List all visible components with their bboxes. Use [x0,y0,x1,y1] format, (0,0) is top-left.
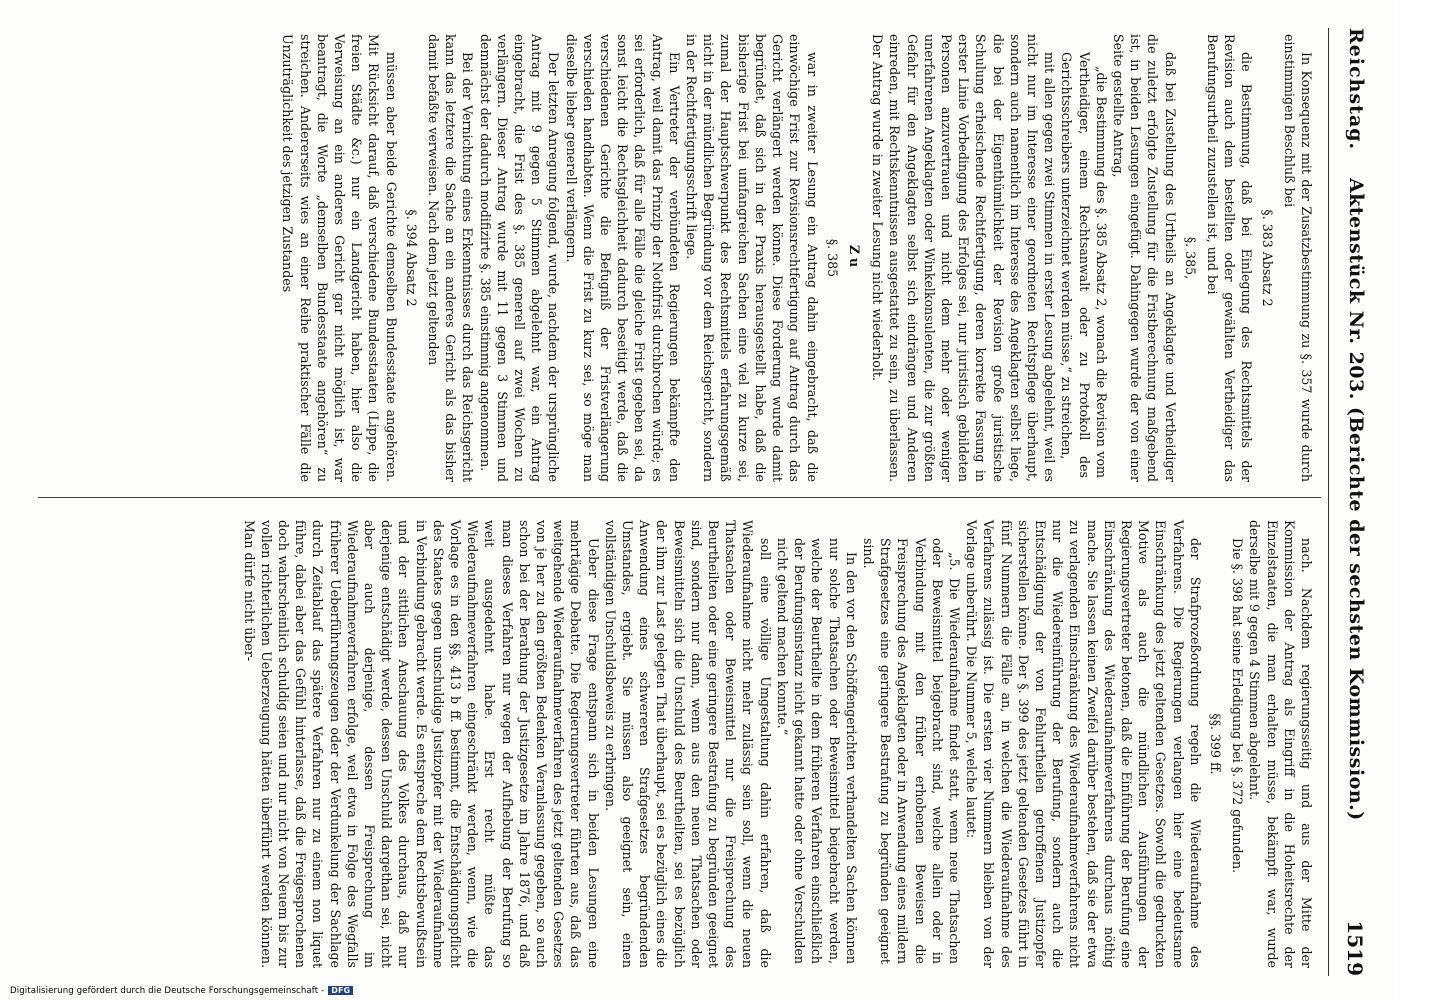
paragraph: In Konsequenz mit der Zusatzbestimmung zu §. 357 wurde durch einstimmigen Beschluß bei [1281,34,1314,482]
section-prefix: Zu [846,244,862,272]
header-left: Reichstag. [1345,28,1367,151]
paragraph: soll eine völlige Umgestaltung dahin erfahren, daß die Wiederaufnahme nicht mehr zulässig sein soll, wenn die neuen Thatsachen oder Beweismittel nur die Freisprechung des Beurtheilten oder eine geringere Bestrafung zu begründen geeignet sind, sondern nur dann, wenn aus den neuen Thatsachen oder Beweismitteln sich die Unschuld des Beurtheilten, sei es bezüglich der ihm zur Last gelegten That überhaupt, sei es bezüglich eines die Anwendung eines schwereren Strafgesetzes begründenden Umstandes, ergiebt. Sie müssen also geeignet sein, einen vollständigen Unschuldsbeweis zu erbringen. [602,520,773,968]
dfg-logo: DFG [328,986,353,995]
column-divider [38,497,1321,498]
paragraph: die Bestimmung, daß bei Einlegung des Rechtsmittels der Revision auch dem bestellten oder gewählten Vertheidiger das Berufungsurtheil zuzustellen ist, und bei [1204,34,1255,482]
paragraph: mit allen gegen zwei Stimmen in erster Lesung abgelehnt, weil es nicht nur im Interesse einer geordneten Rechtspflege überhaupt, sondern auch namentlich im Interesse des Angeklagten selbst liege, die bei der Eigenthümlichkeit der Revision große juristische Schulung erheischende Rechtfertigung, deren korrekte Fassung in erster Linie Vorbedingung des Erfolges sei, nur juristisch gebildeten Personen anzuvertrauen und nicht dem mehr oder weniger unerfahrenen Angeklagten oder Winkelkonsulenten, die zur größten Gefahr für den Angeklagten selbst sich eindrängen und Anderen einreden, mit Rechtskenntnissen ausgestattet zu sein, zu überlassen. Der Antrag wurde in zweiter Lesung nicht wiederholt. [870,34,1058,482]
paragraph: der Strafprozeßordnung regeln die Wiederaufnahme des Verfahrens. Die Regierungen verlangen hier eine bedeutsame Einschränkung des jetzt geltenden Gesetzes. Sowohl die gedruckten Motive als auch die mündlichen Ausführungen der Regierungsvertreter betonen, daß die Einführung der Berufung eine Einschränkung des Wiederaufnahmeverfahrens durchaus nöthig mache. Sie lassen keinen Zweifel darüber bestehen, daß sie der etwa zu verlagenden Einschränkung des Wiederaufnahmeverfahrens nicht nur die Wiedereinführung der Berufung, sondern auch die Entschädigung der von Fehlurtheilen getroffenen Justizopfer sicherstellen könne. Der §. 399 des jetzt geltenden Gesetzes führt in fünf Nummern die Fälle an, in welchen die Wiederaufnahme des Verfahrens zulässig ist. Die ersten vier Nummern bleiben von der Vorlage unberührt. Die Nummer 5, welche lautet: [964,520,1203,968]
header-rule [1328,28,1329,976]
page-number: 1519 [1343,920,1367,976]
paragraph: Der letzten Anregung folgend, wurde, nachdem der ursprüngliche Antrag mit 9 gegen 5 Stimmen abgelehnt war, ein Antrag eingebracht, die Frist des §. 385 generell auf zwei Wochen zu verlängern. Dieser Antrag wurde mit 11 gegen 3 Stimmen und demnächst der dadurch modifizirte §. 385 einstimmig angenommen. [477,34,562,482]
paragraph: Ein Vertreter der verbündeten Regierungen bekämpfte den Antrag, weil damit das Prinzip der Nothfrist durchbrochen würde; es sei erforderlich, daß für alle Fälle die gleiche Frist gegeben sei, da sonst leicht die Rechtsgleichheit dadurch beseitigt werde, daß die verschiedenen Gerichte die Befugniß der Fristverlängerung verschieden handhabten. Wenn die Frist zu kurz sei, so möge man dieselbe lieber generell verlängern. [563,34,682,482]
section-heading: §. 383 Absatz 2 [1259,209,1275,307]
right-column [240,520,1315,968]
section-heading: §. 385 [824,238,840,278]
paragraph: müssen aber beide Gerichte demselben Bundesstaate angehören. Mit Rücksicht darauf, daß verschiedene Bundesstaaten (Lippe, die freien Städte &c.) nur ein Landgericht haben, hier also die Verweisung an ein anderes Gericht gar nicht möglich ist, war beantragt, die Worte „demselben Bundesstaate angehören“ zu streichen. Andererseits wies an einer Reihe praktischer Fälle die Unzuträglichkeit des jetzigen Zustandes [280,34,399,482]
quoted-paragraph: „5. Die Wiederaufnahme findet statt, wenn neue Thatsachen oder Beweismittel beigebracht sind, welche allein oder in Verbindung mit den früher erhobenen Beweisen die Freisprechung des Angeklagten oder in Anwendung eines mildern Strafgesetzes eine geringere Bestrafung zu begründen geeignet sind. [860,538,962,964]
page-header [1333,28,1367,976]
section-heading: §. 385, [1182,236,1198,280]
digitization-credit [10,986,353,996]
section-heading: §§. 399 ff. [1207,713,1223,775]
quoted-paragraph: „die Bestimmung des §. 385 Absatz 2, wonach die Revision vom Vertheidiger, einem Rechtsanwalt oder zu Protokoll des Gerichtsschreibers unterzeichnet werden müsse,“ zu streichen, [1059,52,1109,478]
header-title: Aktenstück Nr. 203. (Berichte der sechsten Kommission.) [1345,178,1367,821]
left-column [279,34,1315,482]
quoted-paragraph: In den vor den Schöffengerichten verhandelten Sachen können nur solche Thatsachen oder Beweismittel beigebracht werden, welche der Beurtheilte in dem früheren Verfahren einschließlich der Berufungsinstanz nicht gekannt hatte oder ohne Verschulden nicht geltend machen konnte.“ [774,538,859,964]
paragraph: Die §. 398 hat seine Erledigung bei §. 372 gefunden. [1230,538,1246,874]
paragraph: war in zweiter Lesung ein Antrag dahin eingebracht, daß die einwöchige Frist zur Revisionsrechtfertigung auf Antrag durch das Gericht verlängert werden könne. Diese Forderung wurde damit begründet, daß sich in der Praxis herausgestellt habe, daß die bisherige Frist bei umfangreichen Sachen eine viel zu kurze sei, zumal der Hauptschwerpunkt des Rechtsmittels erfahrungsgemäß nicht in der mündlichen Begründung vor dem Reichsgericht, sondern in der Rechtfertigungsschrift liege. [684,34,820,482]
paragraph: daß bei Zustellung des Urtheils an Angeklagte und Vertheidiger die zuletzt erfolgte Zustellung für die Fristberechnung maßgebend ist, in beiden Lesungen eingefügt. Dahingegen wurde der von einer Seite gestellte Antrag, [1110,34,1178,482]
paragraph: nach. Nachdem regierungsseitig und aus der Mitte der Kommission der Antrag als Eingriff in die Hoheitsrechte der Einzelstaaten, die man erhalten müsse, bekämpft war, wurde derselbe mit 9 gegen 4 Stimmen abgelehnt. [1247,520,1314,968]
credit-text: Digitalisierung gefördert durch die Deutsche Forschungsgemeinschaft - [10,986,325,996]
paragraph: Ueber diese Frage entspann sich in beiden Lesungen eine mehrtägige Debatte. Die Regierungsvertreter führten aus, daß das weitgehende Wiederaufnahmeverfahren des jetzt geltenden Gesetzes von je her zu den größten Bedenken Veranlassung gegeben, so auch schon bei der Berathung der Justizgesetze im Jahre 1876, und daß man dieses Verfahren nur wegen der Aufhebung der Berufung so weit ausgedehnt habe. Erst recht müßte das Wiederaufnahmeverfahren eingeschränkt werden, wenn, wie die Vorlage es in den §§. 413 b ff. bestimmt, die Entschädigungspflicht des Staates gegen unschuldige Justizopfer mit der Wiederaufnahme in Verbindung gebracht werde. Es entspreche dem Rechtsbewußtsein und der sittlichen Anschauung des Volkes durchaus, daß nur derjenige entschädigt werde, dessen Unschuld dargethan sei, nicht aber auch derjenige, dessen Freisprechung im Wiederaufnahmeverfahren erfolge, weil etwa in Folge des Wegfalls früherer Ueberführungszeugen oder der Verdunkelung der Sachlage durch Zeitablauf das spätere Verfahren nur zu einem non liquet führe, dabei aber das Gefühl hinterlasse, daß die Freigesprochenen doch wahrscheinlich schuldig seien und nur nicht von Neuem bis zur vollen richterlichen Ueberzeugung hätten überführt werden können. Man dürfe nicht über- [241,520,601,968]
paragraph: Bei der Vernichtung eines Erkenntnisses durch das Reichsgericht kann das letztere die Sache an ein anderes Gericht als das bisher damit befaßte verweisen. Nach dem jetzt geltenden [426,34,476,482]
section-heading: §. 394 Absatz 2 [403,209,419,307]
